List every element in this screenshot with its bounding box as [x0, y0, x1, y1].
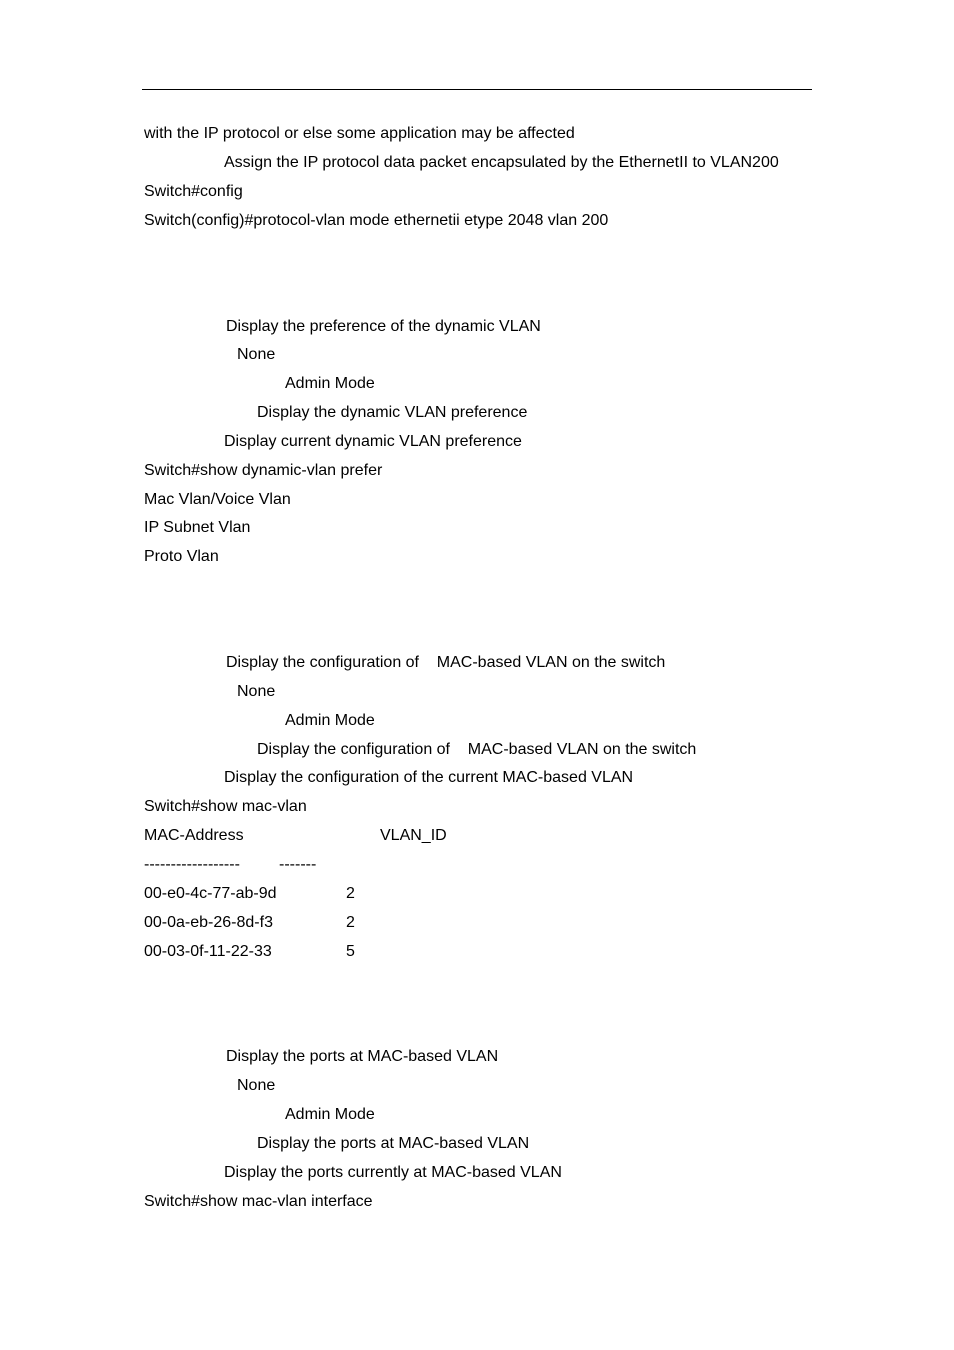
header-rule	[142, 89, 812, 90]
text-line: Assign the IP protocol data packet encapsulated by the EthernetII to VLAN200	[224, 154, 779, 171]
command-line: Switch#show dynamic-vlan prefer	[144, 462, 383, 479]
text-line: Display the ports at MAC-based VLAN	[257, 1135, 530, 1152]
text-line: Display the ports at MAC-based VLAN	[226, 1048, 499, 1065]
column-header-mac: MAC-Address	[144, 827, 244, 844]
text-line: Admin Mode	[285, 1106, 375, 1123]
command-line: Switch#config	[144, 183, 243, 200]
command-line: Switch(config)#protocol-vlan mode ethernetii etype 2048 vlan 200	[144, 212, 609, 229]
vlan-id-cell: 2	[346, 885, 355, 902]
text-line: Admin Mode	[285, 712, 375, 729]
vlan-id-cell: 5	[346, 943, 355, 960]
text-line: Display the configuration of MAC-based VLAN on the switch	[226, 654, 666, 671]
text-line: Display the dynamic VLAN preference	[257, 404, 528, 421]
output-line: Mac Vlan/Voice Vlan	[144, 491, 291, 508]
text-line: Display the preference of the dynamic VLAN	[226, 318, 541, 335]
column-header-vlan-id: VLAN_ID	[380, 827, 447, 844]
text-line: Display current dynamic VLAN preference	[224, 433, 522, 450]
text-line: None	[237, 1077, 276, 1094]
mac-address-cell: 00-0a-eb-26-8d-f3	[144, 914, 273, 931]
text-line: None	[237, 683, 276, 700]
text-line: None	[237, 346, 276, 363]
command-line: Switch#show mac-vlan	[144, 798, 307, 815]
column-separator: ------------------	[144, 856, 240, 873]
text-line: Display the configuration of MAC-based VLAN on the switch	[257, 741, 697, 758]
column-separator: -------	[279, 856, 317, 873]
text-line: Display the ports currently at MAC-based VLAN	[224, 1164, 562, 1181]
vlan-id-cell: 2	[346, 914, 355, 931]
text-line: with the IP protocol or else some application may be affected	[144, 125, 575, 142]
mac-address-cell: 00-03-0f-11-22-33	[144, 943, 272, 960]
command-line: Switch#show mac-vlan interface	[144, 1193, 373, 1210]
output-line: IP Subnet Vlan	[144, 519, 251, 536]
text-line: Display the configuration of the current MAC-based VLAN	[224, 769, 634, 786]
text-line: Admin Mode	[285, 375, 375, 392]
mac-address-cell: 00-e0-4c-77-ab-9d	[144, 885, 277, 902]
output-line: Proto Vlan	[144, 548, 219, 565]
